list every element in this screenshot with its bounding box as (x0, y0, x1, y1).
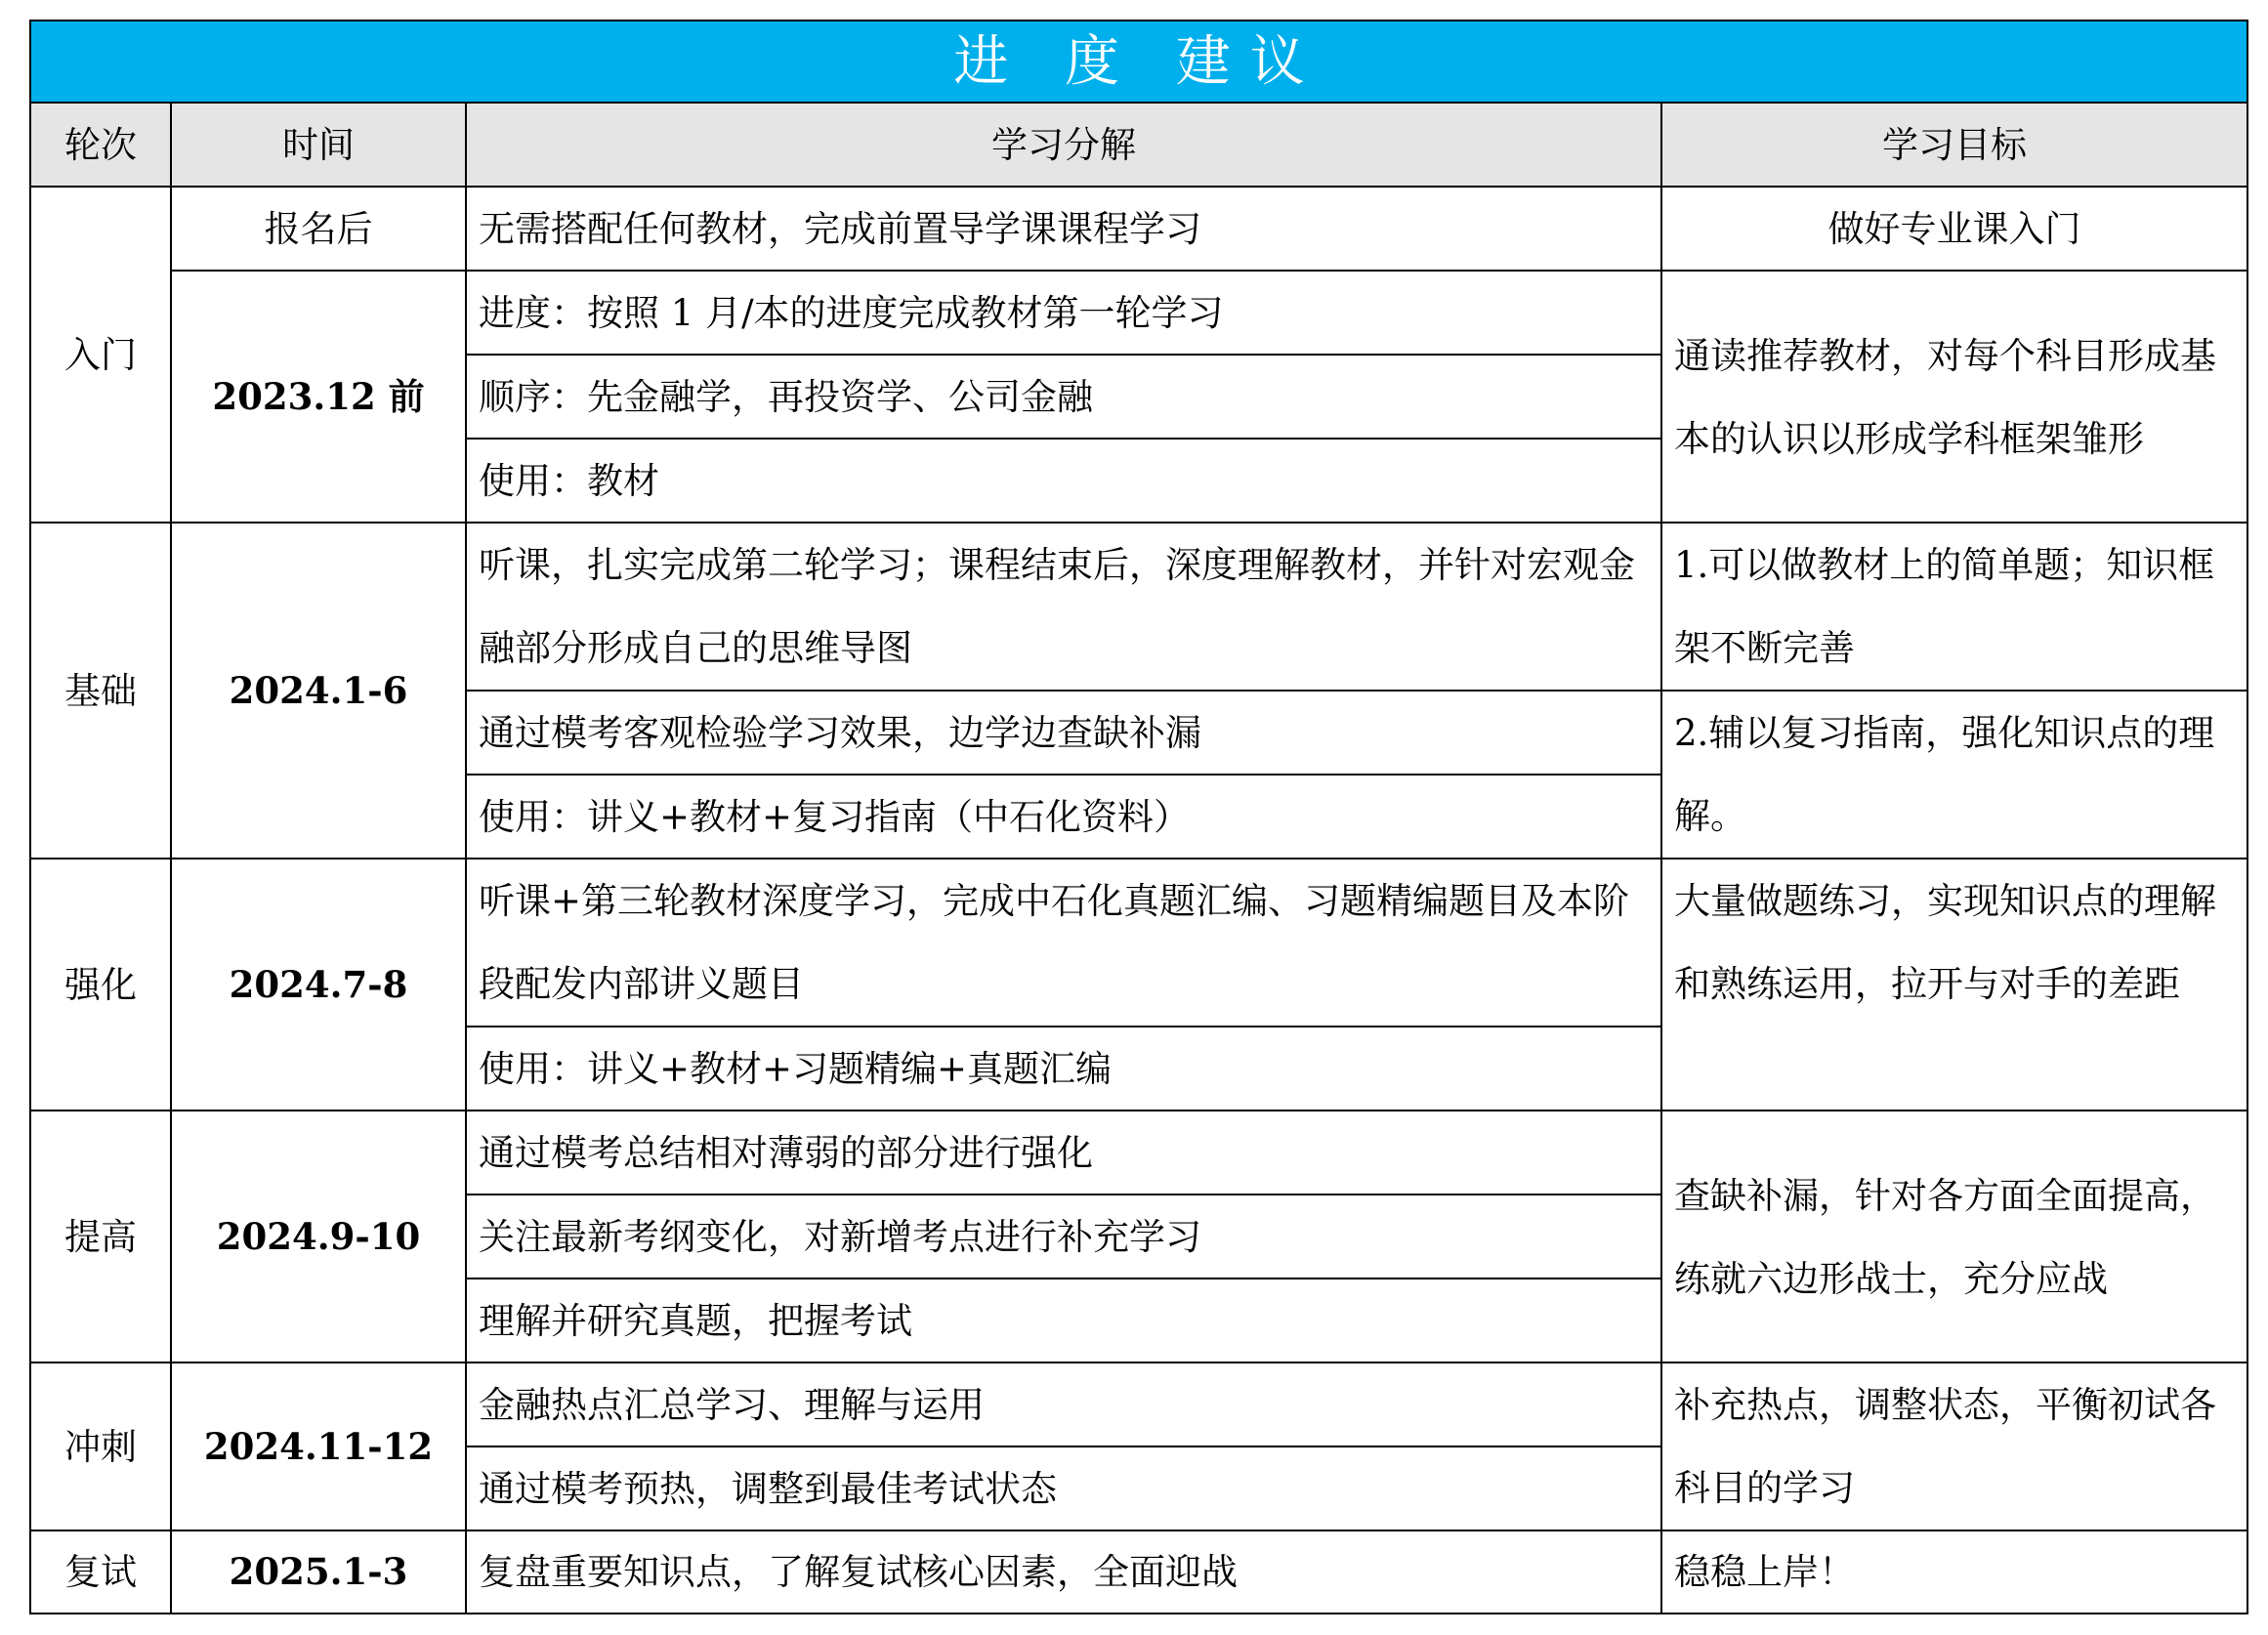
time-intro-1: 报名后 (170, 186, 467, 272)
stage-intro: 入门 (29, 186, 172, 524)
time-improve: 2024.9-10 (170, 1110, 467, 1363)
schedule-table (29, 20, 2248, 1614)
goal-intro-2: 通读推荐教材，对每个科目形成基本的认识以形成学科框架雏形 (1660, 270, 2248, 524)
task-improve-3: 理解并研究真题，把握考试 (465, 1278, 1662, 1363)
stage-retest: 复试 (29, 1530, 172, 1614)
time-sprint: 2024.11-12 (170, 1362, 467, 1531)
goal-basic-2: 2.辅以复习指南，强化知识点的理解。 (1660, 690, 2248, 859)
task-intro-2c: 使用：教材 (465, 438, 1662, 524)
goal-strengthen: 大量做题练习，实现知识点的理解和熟练运用，拉开与对手的差距 (1660, 858, 2248, 1111)
time-intro-2: 2023.12 前 (170, 270, 467, 524)
goal-retest: 稳稳上岸！ (1660, 1530, 2248, 1614)
table-title: 进 度 建议 (29, 20, 2248, 104)
task-sprint-2: 通过模考预热，调整到最佳考试状态 (465, 1446, 1662, 1531)
time-retest: 2025.1-3 (170, 1530, 467, 1614)
task-intro-1: 无需搭配任何教材，完成前置导学课课程学习 (465, 186, 1662, 272)
goal-intro-1: 做好专业课入门 (1660, 186, 2248, 272)
task-basic-1: 听课，扎实完成第二轮学习；课程结束后，深度理解教材，并针对宏观金融部分形成自己的思维导图 (465, 522, 1662, 692)
task-intro-2b: 顺序：先金融学，再投资学、公司金融 (465, 354, 1662, 440)
stage-strengthen: 强化 (29, 858, 172, 1111)
task-improve-1: 通过模考总结相对薄弱的部分进行强化 (465, 1110, 1662, 1195)
header-round: 轮次 (29, 102, 172, 188)
task-strengthen-2: 使用：讲义+教材+习题精编+真题汇编 (465, 1026, 1662, 1111)
goal-basic-1: 1.可以做教材上的简单题；知识框架不断完善 (1660, 522, 2248, 692)
header-time: 时间 (170, 102, 467, 188)
header-breakdown: 学习分解 (465, 102, 1662, 188)
stage-basic: 基础 (29, 522, 172, 859)
task-sprint-1: 金融热点汇总学习、理解与运用 (465, 1362, 1662, 1447)
task-basic-2: 通过模考客观检验学习效果，边学边查缺补漏 (465, 690, 1662, 776)
task-retest: 复盘重要知识点，了解复试核心因素，全面迎战 (465, 1530, 1662, 1614)
task-basic-3: 使用：讲义+教材+复习指南（中石化资料） (465, 774, 1662, 859)
time-basic: 2024.1-6 (170, 522, 467, 859)
stage-sprint: 冲刺 (29, 1362, 172, 1531)
task-strengthen-1: 听课+第三轮教材深度学习，完成中石化真题汇编、习题精编题目及本阶段配发内部讲义题目 (465, 858, 1662, 1027)
time-strengthen: 2024.7-8 (170, 858, 467, 1111)
header-goal: 学习目标 (1660, 102, 2248, 188)
goal-improve: 查缺补漏，针对各方面全面提高，练就六边形战士，充分应战 (1660, 1110, 2248, 1363)
stage-improve: 提高 (29, 1110, 172, 1363)
goal-sprint: 补充热点，调整状态，平衡初试各科目的学习 (1660, 1362, 2248, 1531)
task-intro-2a: 进度：按照 1 月/本的进度完成教材第一轮学习 (465, 270, 1662, 356)
task-improve-2: 关注最新考纲变化，对新增考点进行补充学习 (465, 1194, 1662, 1279)
